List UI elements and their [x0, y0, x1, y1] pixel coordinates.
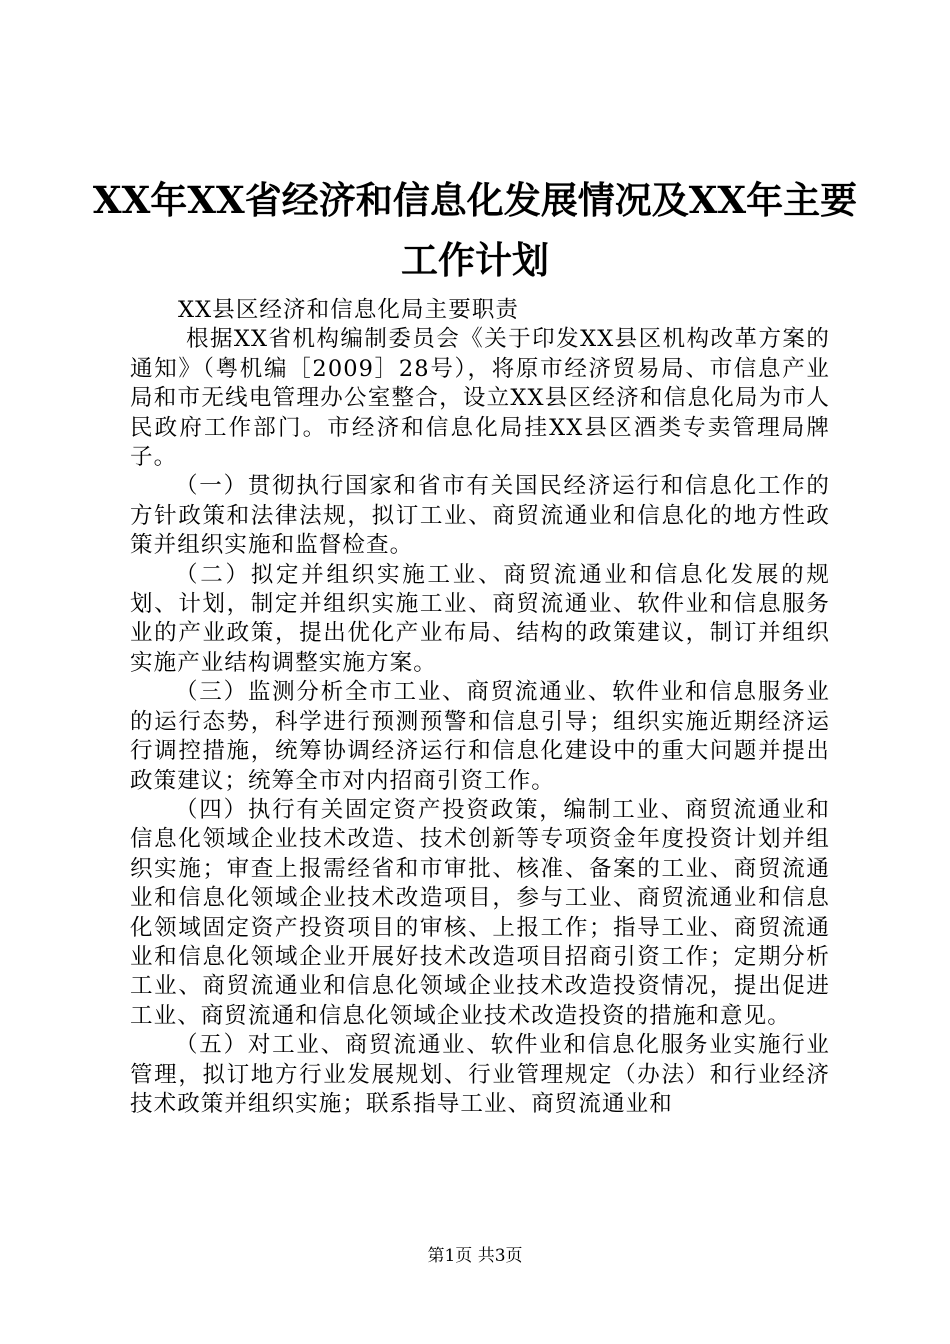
document-title: XX年XX省经济和信息化发展情况及XX年主要工作计划 — [92, 178, 858, 282]
document-body — [130, 296, 830, 1119]
body-paragraph: （四）执行有关固定资产投资政策，编制工业、商贸流通业和信息化领域企业技术改造、技术创新等专项资金年度投资计划并组织实施；审查上报需经省和市审批、核准、备案的工业、商贸流通业和信息化领域企业技术改造项目，参与工业、商贸流通业和信息化领域固定资产投资项目的审核、上报工作；指导工业、商贸流通业和信息化领域企业开展好技术改造项目招商引资工作；定期分析工业、商贸流通业和信息化领域企业技术改造投资情况，提出促进工业、商贸流通和信息化领域企业技术改造投资的措施和意见。 — [130, 796, 830, 1029]
body-paragraph: （五）对工业、商贸流通业、软件业和信息化服务业实施行业管理，拟订地方行业发展规划、行业管理规定（办法）和行业经济技术政策并组织实施；联系指导工业、商贸流通业和 — [130, 1032, 830, 1117]
section-subheading: XX县区经济和信息化局主要职责 — [178, 297, 520, 323]
body-paragraph: （二）拟定并组织实施工业、商贸流通业和信息化发展的规划、计划，制定并组织实施工业、商贸流通业、软件业和信息服务业的产业政策，提出优化产业布局、结构的政策建议，制订并组织实施产业结构调整实施方案。 — [130, 561, 830, 676]
body-paragraph: 根据XX省机构编制委员会《关于印发XX县区机构改革方案的通知》（粤机编［2009］28号），将原市经济贸易局、市信息产业局和市无线电管理办公室整合，设立XX县区经济和信息化局为市人民政府工作部门。市经济和信息化局挂XX县区酒类专卖管理局牌子。 — [130, 326, 830, 471]
page-number-footer: 第1页 共3页 — [427, 1246, 523, 1266]
body-paragraph: （一）贯彻执行国家和省市有关国民经济运行和信息化工作的方针政策和法律法规，拟订工业、商贸流通业和信息化的地方性政策并组织实施和监督检查。 — [130, 473, 830, 559]
body-paragraph: （三）监测分析全市工业、商贸流通业、软件业和信息服务业的运行态势，科学进行预测预警和信息引导；组织实施近期经济运行调控措施，统筹协调经济运行和信息化建设中的重大问题并提出政策建议；统筹全市对内招商引资工作。 — [130, 679, 830, 794]
